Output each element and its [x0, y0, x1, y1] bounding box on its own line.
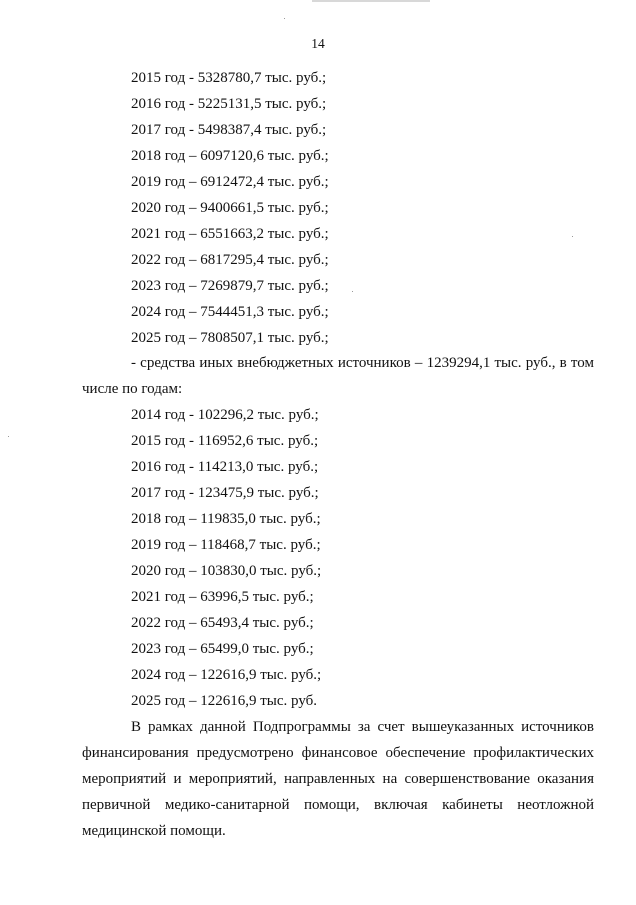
list-item: 2025 год – 122616,9 тыс. руб. [131, 693, 318, 709]
list-item: 2014 год - 102296,2 тыс. руб.; [131, 407, 319, 423]
list-item: 2024 год – 7544451,3 тыс. руб.; [131, 304, 329, 320]
page-number: 14 [311, 36, 325, 51]
list-item: 2020 год – 9400661,5 тыс. руб.; [131, 200, 329, 216]
list-item: 2025 год – 7808507,1 тыс. руб.; [131, 330, 329, 346]
scan-speck [8, 436, 9, 437]
list-item: 2017 год - 123475,9 тыс. руб.; [131, 485, 319, 501]
list-item: 2019 год – 6912472,4 тыс. руб.; [131, 174, 329, 190]
list-item: 2016 год - 114213,0 тыс. руб.; [131, 459, 319, 475]
list-item: 2022 год – 65493,4 тыс. руб.; [131, 615, 314, 631]
funding-by-year-list [131, 65, 329, 351]
list-item: 2016 год - 5225131,5 тыс. руб.; [131, 96, 327, 112]
extra-budget-intro: - средства иных внебюджетных источников – 1239294,1 тыс. руб., в том числе по годам: [82, 355, 594, 397]
list-item: 2021 год – 63996,5 тыс. руб.; [131, 589, 314, 605]
list-item: 2021 год – 6551663,2 тыс. руб.; [131, 226, 329, 242]
list-item: 2022 год – 6817295,4 тыс. руб.; [131, 252, 329, 268]
list-item: 2024 год – 122616,9 тыс. руб.; [131, 667, 322, 683]
scan-top-edge [312, 0, 430, 2]
list-item: 2017 год - 5498387,4 тыс. руб.; [131, 122, 327, 138]
list-item: 2015 год - 5328780,7 тыс. руб.; [131, 70, 327, 86]
extra-budget-by-year-list [131, 402, 321, 714]
scan-speck [284, 18, 285, 19]
scan-speck [352, 291, 353, 292]
list-item: 2018 год – 6097120,6 тыс. руб.; [131, 148, 329, 164]
program-paragraph: В рамках данной Подпрограммы за счет вышеуказанных источников финансирования предусмотрено финансовое обеспечение профилактических мероприятий и мероприятий, направленных на совершенствование оказания первичной медико-санитарной помощи, включая кабинеты неотложной медицинской помощи. [82, 719, 594, 839]
list-item: 2020 год – 103830,0 тыс. руб.; [131, 563, 322, 579]
list-item: 2019 год – 118468,7 тыс. руб.; [131, 537, 321, 553]
list-item: 2023 год – 65499,0 тыс. руб.; [131, 641, 314, 657]
list-item: 2018 год – 119835,0 тыс. руб.; [131, 511, 321, 527]
scan-speck [572, 236, 573, 237]
list-item: 2015 год - 116952,6 тыс. руб.; [131, 433, 319, 449]
list-item: 2023 год – 7269879,7 тыс. руб.; [131, 278, 329, 294]
